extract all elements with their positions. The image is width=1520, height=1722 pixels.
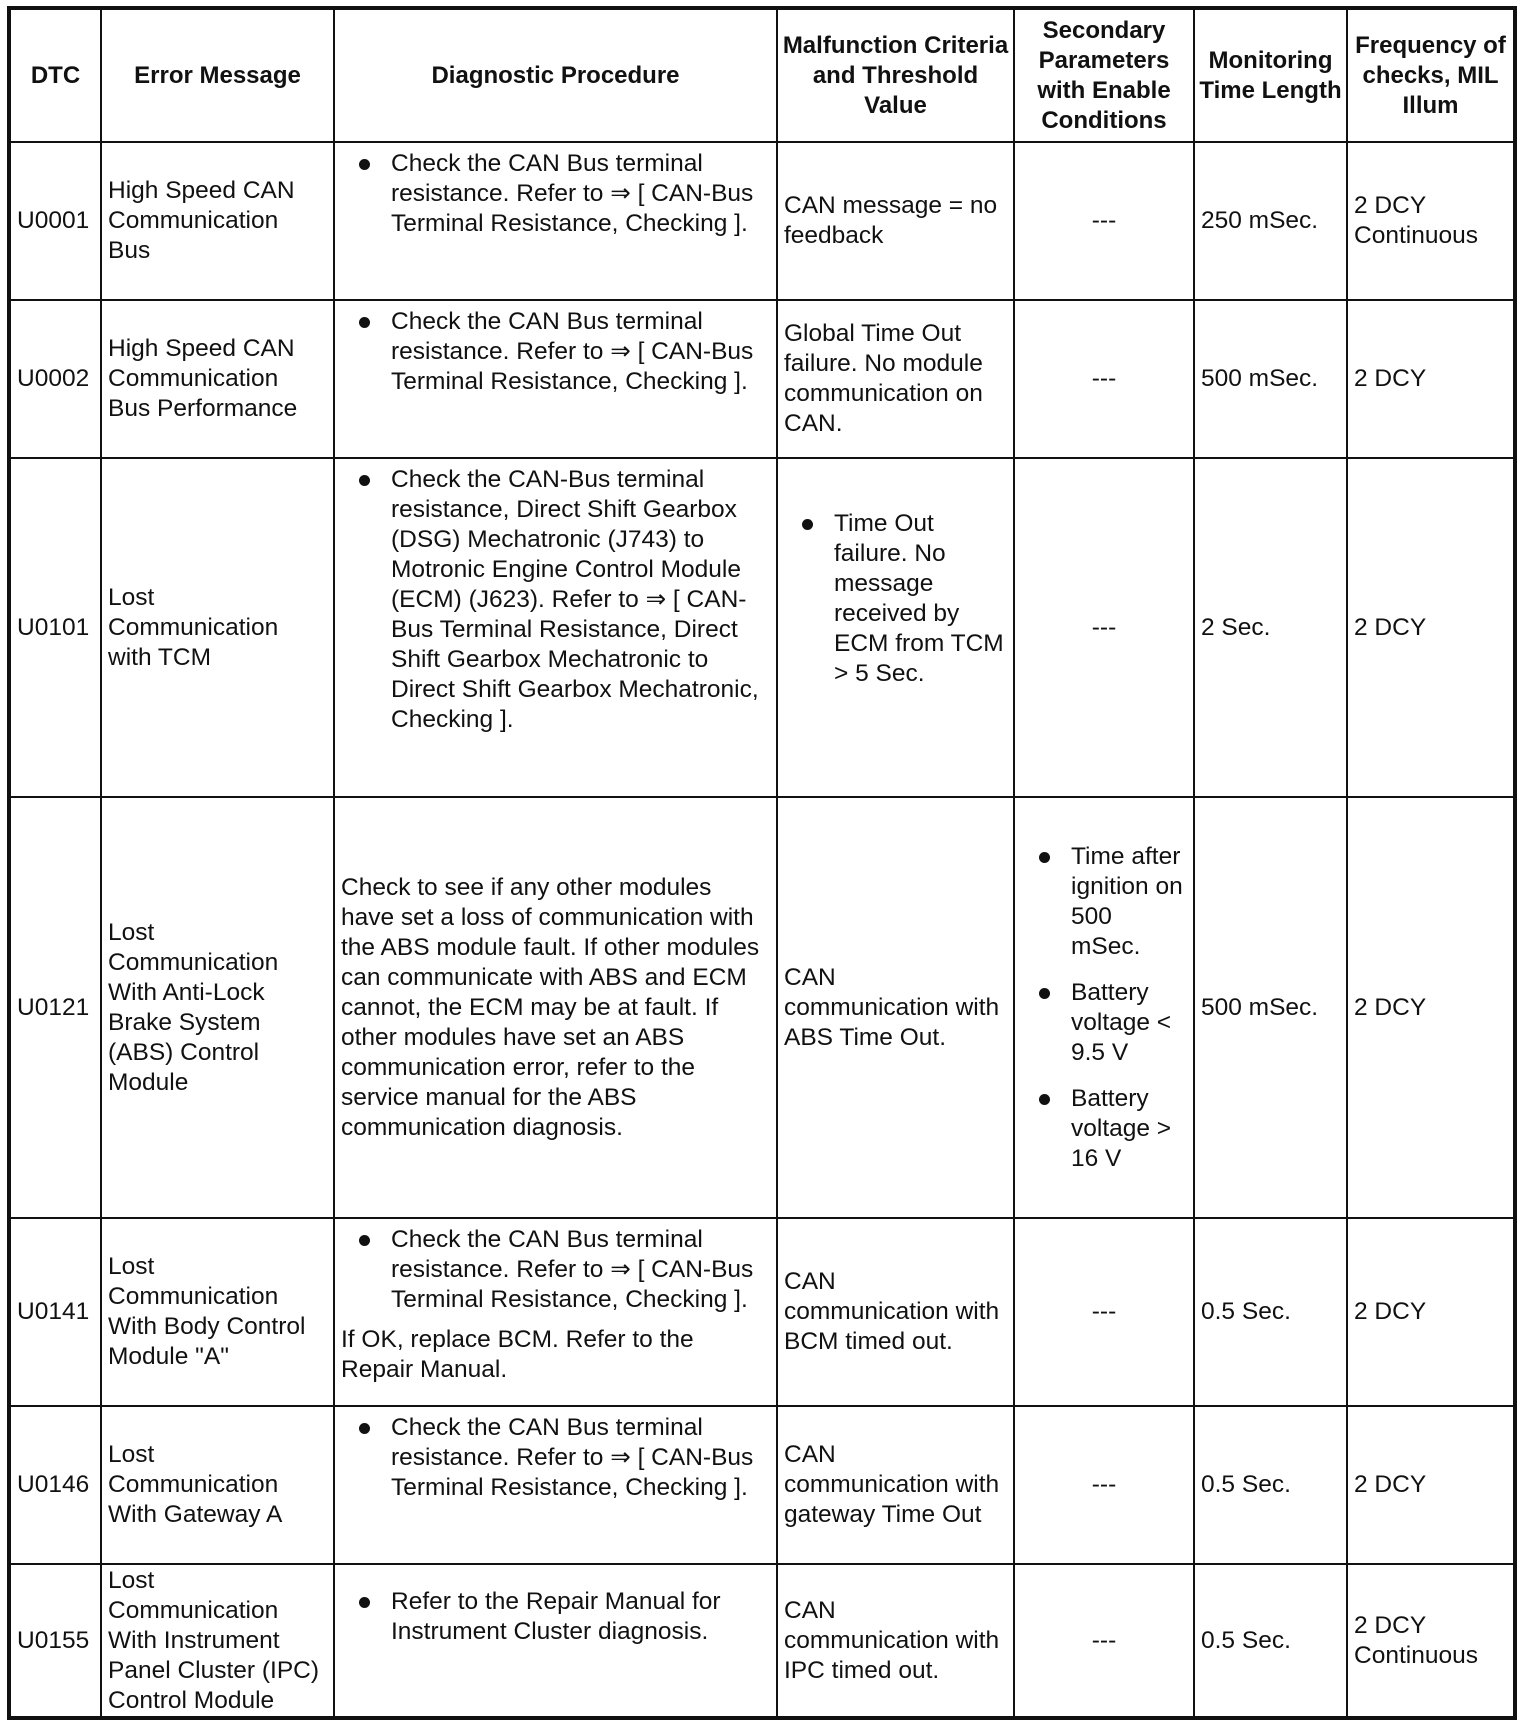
monitoring-time: 2 Sec. <box>1194 458 1347 797</box>
dtc-code: U0121 <box>9 797 101 1218</box>
procedure-item <box>341 1587 770 1647</box>
secondary-parameters: --- <box>1014 458 1194 797</box>
dtc-code: U0146 <box>9 1406 101 1564</box>
bullet-icon <box>359 317 370 328</box>
frequency: 2 DCY <box>1347 458 1515 797</box>
table-row <box>9 458 1515 797</box>
malfunction-criteria: CAN communication with BCM timed out. <box>777 1218 1014 1406</box>
criteria-item-text: Time Out failure. No message received by ECM from TCM > 5 Sec. <box>834 510 1004 687</box>
malfunction-criteria: CAN communication with IPC timed out. <box>777 1564 1014 1718</box>
procedure-item-text: Check the CAN Bus terminal resistance. Refer to ⇒ [ CAN-Bus Terminal Resistance, Checking ]. <box>391 308 754 395</box>
bullet-icon <box>1039 852 1050 863</box>
header-malfunction-criteria: Malfunction Criteria and Threshold Value <box>777 8 1014 142</box>
frequency: 2 DCY Continuous <box>1347 142 1515 300</box>
diagnostic-procedure <box>334 142 777 300</box>
secondary-item-text: Battery voltage < 9.5 V <box>1071 978 1172 1066</box>
procedure-item <box>341 149 770 239</box>
dtc-table-sheet <box>7 6 1513 1716</box>
monitoring-time: 0.5 Sec. <box>1194 1564 1347 1718</box>
secondary-item <box>1021 1084 1187 1174</box>
secondary-parameters: --- <box>1014 142 1194 300</box>
diagnostic-procedure <box>334 1218 777 1406</box>
secondary-parameters: --- <box>1014 1564 1194 1718</box>
malfunction-criteria: CAN message = no feedback <box>777 142 1014 300</box>
monitoring-time: 0.5 Sec. <box>1194 1218 1347 1406</box>
criteria-item <box>784 509 1007 689</box>
procedure-item <box>341 1413 770 1503</box>
procedure-item <box>341 1225 770 1315</box>
bullet-icon <box>1039 1094 1050 1105</box>
header-row <box>9 8 1515 142</box>
secondary-item <box>1021 842 1187 962</box>
frequency: 2 DCY <box>1347 300 1515 458</box>
header-error-message: Error Message <box>101 8 334 142</box>
diagnostic-procedure <box>334 1564 777 1718</box>
dtc-code: U0101 <box>9 458 101 797</box>
error-message: Lost Communication With Anti-Lock Brake System (ABS) Control Module <box>101 797 334 1218</box>
error-message: High Speed CAN Communication Bus <box>101 142 334 300</box>
table-row <box>9 1564 1515 1718</box>
dtc-code: U0155 <box>9 1564 101 1718</box>
error-message: Lost Communication With Body Control Module "A" <box>101 1218 334 1406</box>
secondary-parameters: --- <box>1014 1406 1194 1564</box>
header-frequency: Frequency of checks, MIL Illum <box>1347 8 1515 142</box>
error-message: Lost Communication with TCM <box>101 458 334 797</box>
dtc-table <box>7 6 1517 1720</box>
dtc-code: U0141 <box>9 1218 101 1406</box>
error-message: High Speed CAN Communication Bus Performance <box>101 300 334 458</box>
bullet-icon <box>802 519 813 530</box>
procedure-item-text: Check the CAN-Bus terminal resistance, Direct Shift Gearbox (DSG) Mechatronic (J743) to Motronic Engine Control Module (ECM) (J623). Refer to ⇒ [ CAN-Bus Terminal Resistance, Direct Shift Gearbox Mechatronic to Direct Shift Gearbox Mechatronic, Checking ]. <box>391 466 759 733</box>
monitoring-time: 250 mSec. <box>1194 142 1347 300</box>
secondary-parameters: --- <box>1014 1218 1194 1406</box>
monitoring-time: 500 mSec. <box>1194 797 1347 1218</box>
table-row <box>9 142 1515 300</box>
bullet-icon <box>359 159 370 170</box>
header-diagnostic-procedure: Diagnostic Procedure <box>334 8 777 142</box>
procedure-item-text: Check the CAN Bus terminal resistance. Refer to ⇒ [ CAN-Bus Terminal Resistance, Checking ]. <box>391 1226 754 1313</box>
procedure-note: If OK, replace BCM. Refer to the Repair Manual. <box>341 1326 694 1383</box>
monitoring-time: 0.5 Sec. <box>1194 1406 1347 1564</box>
diagnostic-procedure <box>334 1406 777 1564</box>
table-row <box>9 300 1515 458</box>
bullet-icon <box>359 1423 370 1434</box>
malfunction-criteria: Global Time Out failure. No module communication on CAN. <box>777 300 1014 458</box>
procedure-item-text: Check the CAN Bus terminal resistance. Refer to ⇒ [ CAN-Bus Terminal Resistance, Checking ]. <box>391 150 754 237</box>
secondary-parameters: --- <box>1014 300 1194 458</box>
table-row <box>9 797 1515 1218</box>
bullet-icon <box>359 475 370 486</box>
error-message: Lost Communication With Gateway A <box>101 1406 334 1564</box>
bullet-icon <box>359 1235 370 1246</box>
error-message: Lost Communication With Instrument Panel Cluster (IPC) Control Module <box>101 1564 334 1718</box>
malfunction-criteria <box>777 458 1014 797</box>
procedure-item <box>341 465 770 735</box>
secondary-item-text: Battery voltage > 16 V <box>1071 1084 1172 1172</box>
diagnostic-procedure <box>334 300 777 458</box>
header-monitoring-time: Monitoring Time Length <box>1194 8 1347 142</box>
secondary-item-text: Time after ignition on 500 mSec. <box>1071 842 1183 960</box>
malfunction-criteria: CAN communication with ABS Time Out. <box>777 797 1014 1218</box>
frequency: 2 DCY <box>1347 1406 1515 1564</box>
frequency: 2 DCY <box>1347 1218 1515 1406</box>
procedure-item <box>341 307 770 397</box>
frequency: 2 DCY <box>1347 797 1515 1218</box>
dtc-code: U0002 <box>9 300 101 458</box>
malfunction-criteria: CAN communication with gateway Time Out <box>777 1406 1014 1564</box>
diagnostic-procedure: Check to see if any other modules have set a loss of communication with the ABS module fault. If other modules can communicate with ABS and ECM cannot, the ECM may be at fault. If other modules have set an ABS communication error, refer to the service manual for the ABS communication diagnosis. <box>334 797 777 1218</box>
header-secondary-parameters: Secondary Parameters with Enable Conditions <box>1014 8 1194 142</box>
dtc-code: U0001 <box>9 142 101 300</box>
bullet-icon <box>1039 988 1050 999</box>
header-dtc: DTC <box>9 8 101 142</box>
secondary-parameters <box>1014 797 1194 1218</box>
bullet-icon <box>359 1597 370 1608</box>
table-row <box>9 1218 1515 1406</box>
secondary-item <box>1021 978 1187 1068</box>
procedure-item-text: Refer to the Repair Manual for Instrument Cluster diagnosis. <box>391 1588 721 1645</box>
diagnostic-procedure <box>334 458 777 797</box>
table-row <box>9 1406 1515 1564</box>
monitoring-time: 500 mSec. <box>1194 300 1347 458</box>
procedure-item-text: Check the CAN Bus terminal resistance. Refer to ⇒ [ CAN-Bus Terminal Resistance, Checking ]. <box>391 1414 754 1501</box>
frequency: 2 DCY Continuous <box>1347 1564 1515 1718</box>
